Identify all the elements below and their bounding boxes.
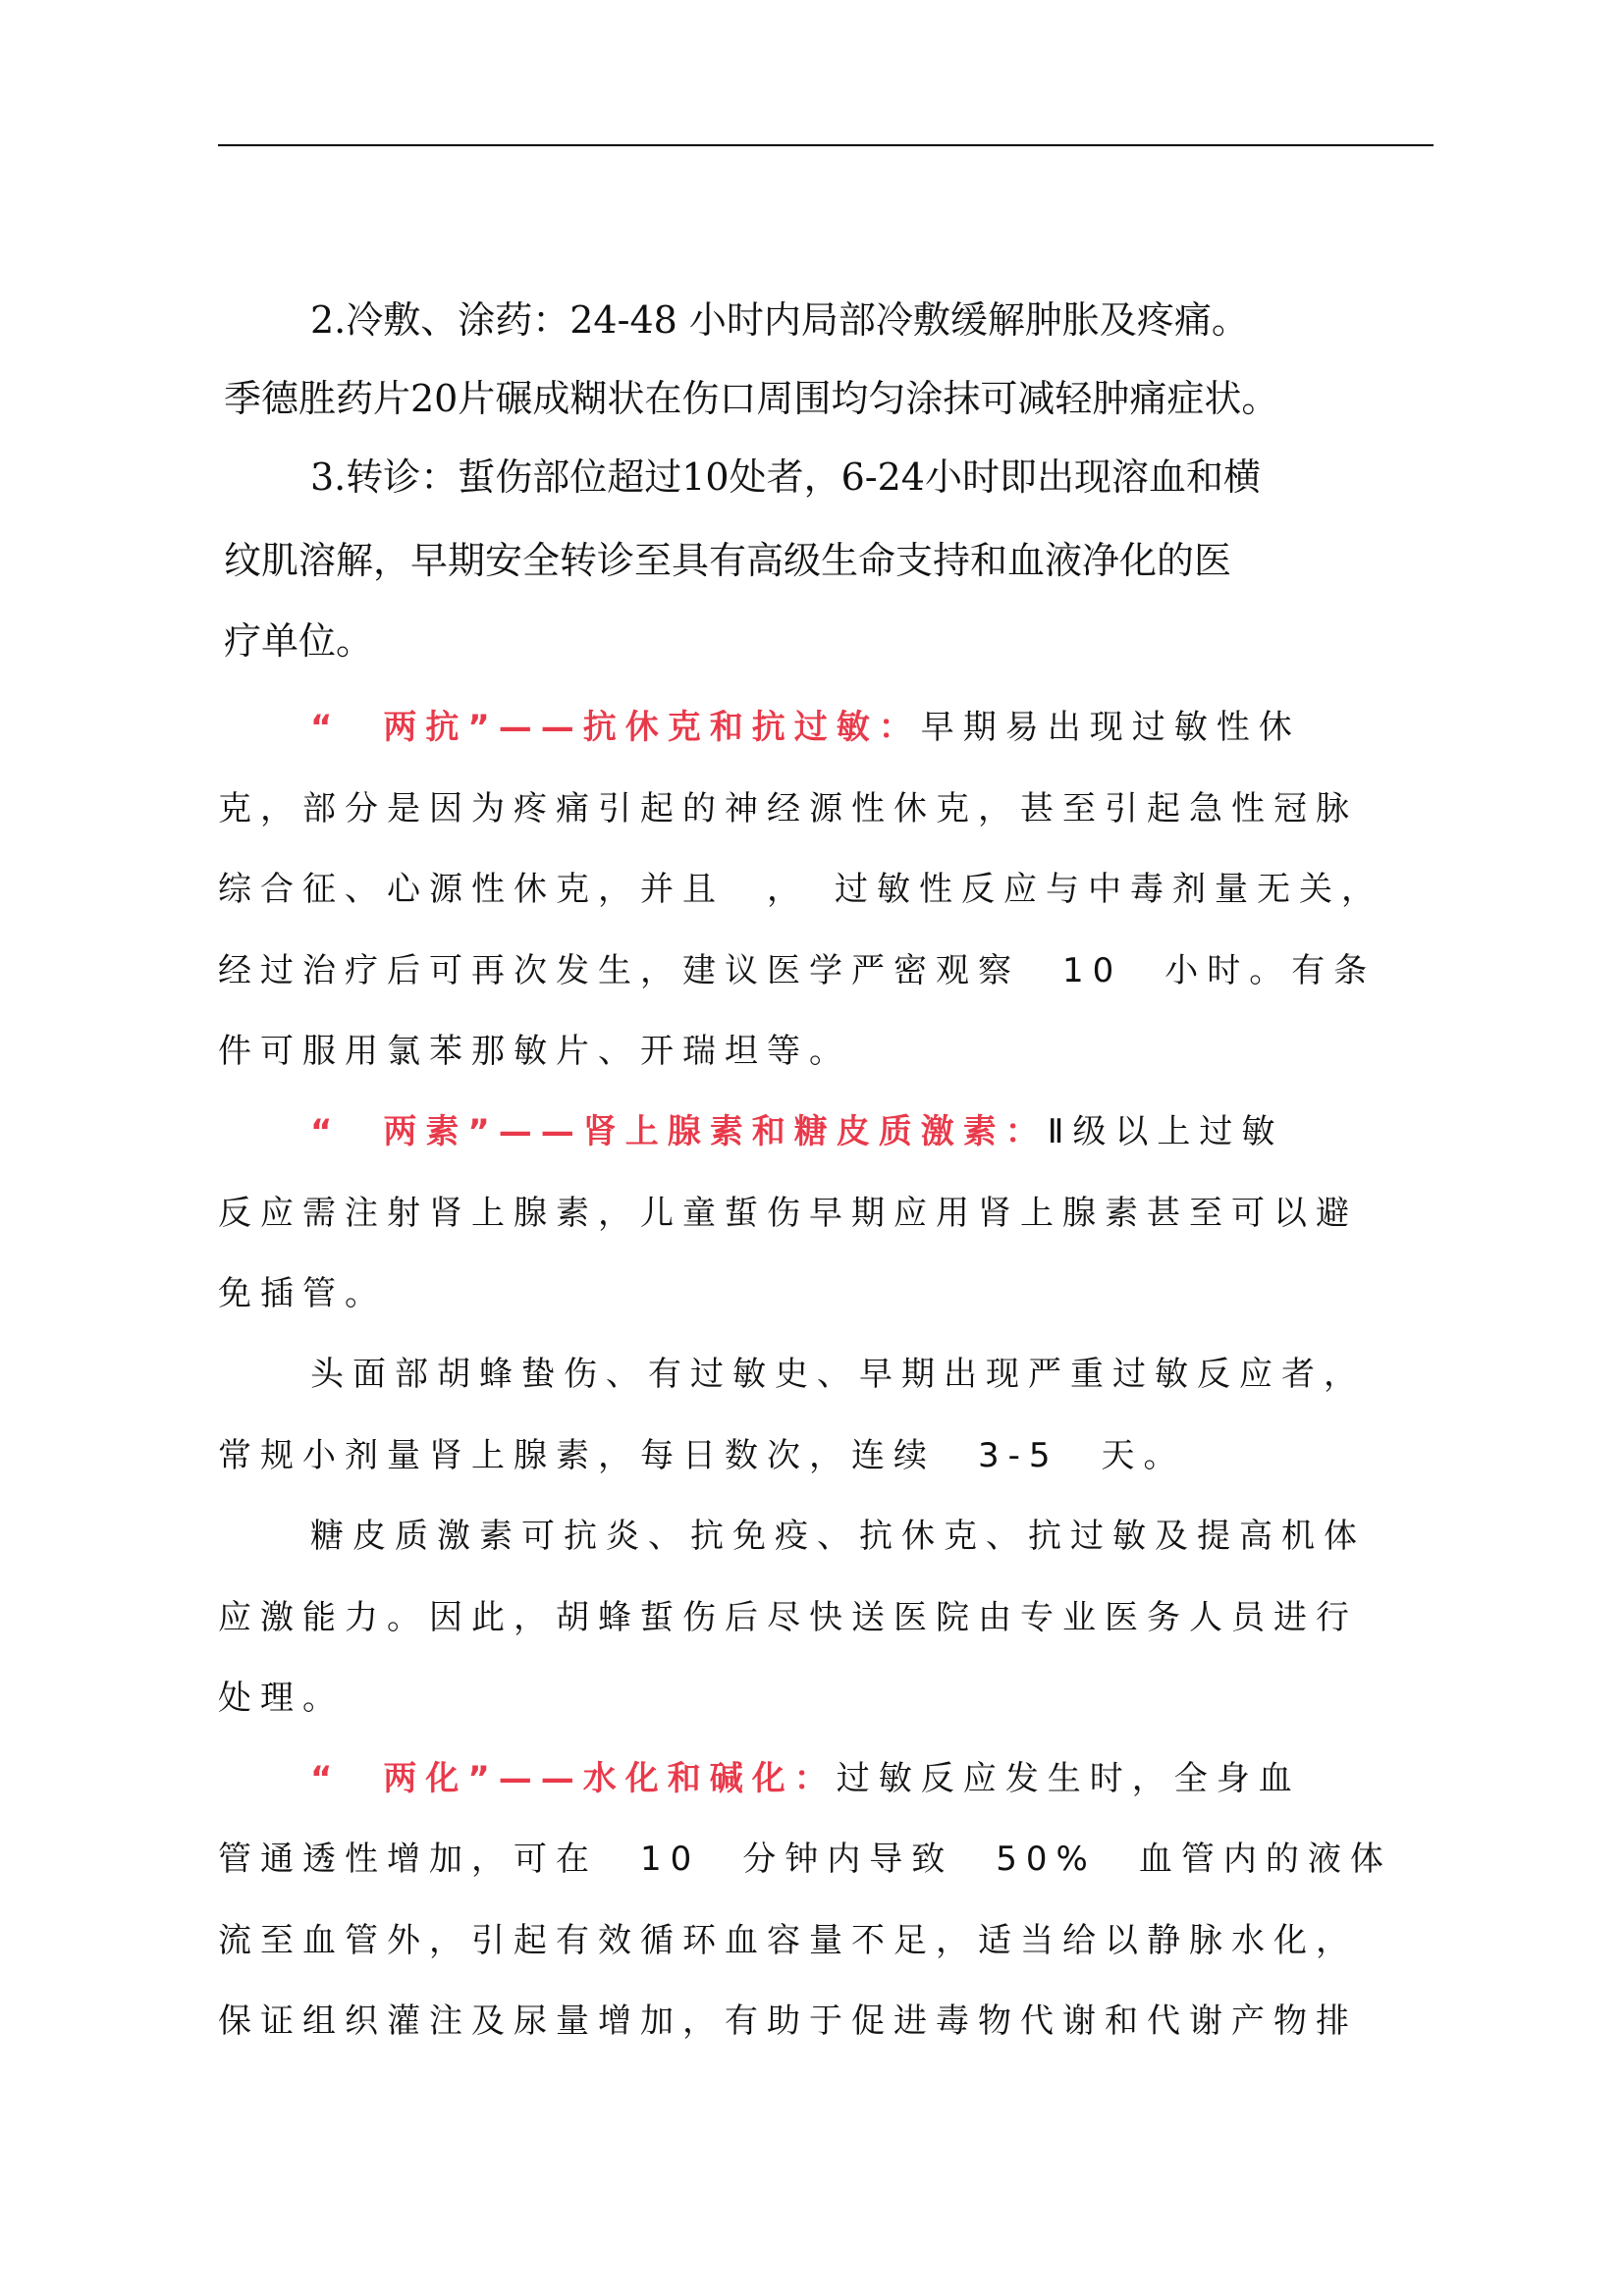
- para-referral-line3: 疗单位。: [224, 619, 374, 663]
- para-cold-compress-line1: 2.冷敷、涂药：24-48 小时内局部冷敷缓解肿胀及疼痛。: [310, 298, 1249, 342]
- para-corticosteroid-line1: 糖皮质激素可抗炎、抗免疫、抗休克、抗过敏及提高机体: [310, 1517, 1366, 1556]
- heading-two-anti: “ 两抗”——抗休克和抗过敏：: [310, 708, 921, 747]
- para-two-anti-line3: 综合征、心源性休克，并且 ， 过敏性反应与中毒剂量无关，: [218, 870, 1383, 909]
- para-two-hydration-line2: 管通透性增加，可在 10 分钟内导致 50% 血管内的液体: [218, 1840, 1392, 1879]
- para-two-anti-line5: 件可服用氯苯那敏片、开瑞坦等。: [218, 1032, 851, 1071]
- header-rule: [218, 144, 1434, 146]
- para-two-hormones-line3: 免插管。: [218, 1274, 387, 1313]
- para-two-hydration-line4: 保证组织灌注及尿量增加，有助于促进毒物代谢和代谢产物排: [218, 2002, 1358, 2041]
- para-head-sting-line1: 头面部胡蜂蛰伤、有过敏史、早期出现严重过敏反应者，: [310, 1355, 1366, 1394]
- para-two-anti-line4: 经过治疗后可再次发生，建议医学严密观察 10 小时。有条: [218, 951, 1377, 990]
- para-referral-line1: 3.转诊：蜇伤部位超过10处者，6-24小时即出现溶血和横: [310, 455, 1261, 499]
- heading-two-hormones: “ 两素”——肾上腺素和糖皮质激素：: [310, 1112, 1048, 1151]
- para-two-anti-text1: 早期易出现过敏性休: [920, 708, 1301, 747]
- heading-two-hydration: “ 两化”——水化和碱化：: [310, 1759, 837, 1798]
- para-two-hormones-line1: [310, 1104, 1538, 1152]
- para-referral-line2: 纹肌溶解，早期安全转诊至具有高级生命支持和血液净化的医: [224, 539, 1232, 582]
- para-two-hydration-line3: 流至血管外，引起有效循环血容量不足，适当给以静脉水化，: [218, 1921, 1358, 1960]
- para-two-hormones-line2: 反应需注射肾上腺素，儿童蜇伤早期应用肾上腺素甚至可以避: [218, 1194, 1358, 1233]
- para-head-sting-line2: 常规小剂量肾上腺素，每日数次，连续 3-5 天。: [218, 1436, 1186, 1475]
- para-two-anti-line1: [310, 700, 1538, 748]
- para-corticosteroid-line3: 处理。: [218, 1679, 345, 1718]
- para-two-hydration-text1: 过敏反应发生时，全身血: [836, 1759, 1301, 1798]
- para-two-anti-line2: 克，部分是因为疼痛引起的神经源性休克，甚至引起急性冠脉: [218, 789, 1358, 828]
- para-two-hydration-line1: [310, 1751, 1538, 1799]
- para-corticosteroid-line2: 应激能力。因此，胡蜂蜇伤后尽快送医院由专业医务人员进行: [218, 1598, 1358, 1637]
- para-cold-compress-line2: 季德胜药片20片碾成糊状在伤口周围均匀涂抹可减轻肿痛症状。: [224, 377, 1279, 420]
- para-two-hormones-text1: Ⅱ级以上过敏: [1047, 1112, 1284, 1151]
